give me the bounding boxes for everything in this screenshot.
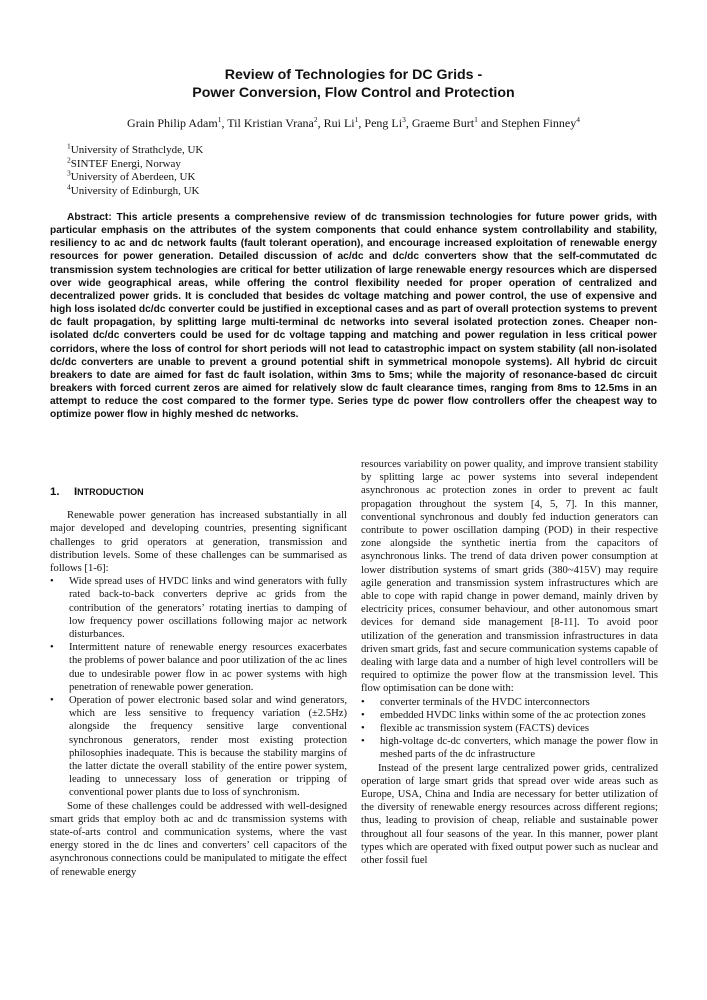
list-item: • Operation of power electronic based solar and wind generators, which are less sensitive to frequency variation (±2.5Hz) alongside the frequency sensitive large conventional synchronous generators, render most existing protection philosophies inadequate. This is because the stability margins of the latter dictate the overall stability of the entire power system, leading to unnecessary loss of generation or tripping of conventional power plants due to loss of synchronism. bbox=[50, 695, 347, 799]
affiliation: $^3$University of Aberdeen, UK bbox=[67, 168, 196, 183]
author: Rui Li$^1$, bbox=[323, 115, 365, 130]
author-list bbox=[40, 116, 667, 131]
title-line-2: Power Conversion, Flow Control and Protection bbox=[192, 85, 515, 101]
author: Grain Philip Adam$^1$, bbox=[127, 115, 228, 130]
paragraph: Some of these challenges could be addressed with well-designed smart grids that employ both ac and dc transmission systems with state-of-arts control and communication systems, where the vast energy stored in the dc lines and converters’ cell capacitors of the asynchronous connections could be manipulated to mitigate the effect of renewable energy bbox=[50, 800, 347, 878]
section-title-rest: NTRODUCTION bbox=[77, 487, 144, 497]
author: Graeme Burt$^1$ and bbox=[411, 115, 502, 130]
bullet-icon: • bbox=[361, 709, 365, 721]
author: Stephen Finney$^4$ bbox=[501, 115, 580, 130]
affiliation: $^4$University of Edinburgh, UK bbox=[67, 181, 200, 197]
bullet-icon: • bbox=[50, 576, 54, 588]
abstract-text: Abstract: This article presents a comprehensive review of dc transmission technologies for future power grids, with particular emphasis on the attributes of the system components that could enhance system controllability and stability, resiliency to ac and dc network faults (fault tolerant operation), and encourage increased exploitation of renewable energy resources for power generation. Detailed discussion of ac/dc and dc/dc converters show that the self-commutated dc transmission system technologies are critical for better utilization of large renewable energy resources which are dispersed over wide geographical areas, while offering the control flexibility needed for proper operation of centralized and decentralized power grids. It is concluded that besides dc voltage matching and power control, the use of expensive and high loss isolated dc/dc converter could be justified in exceptional cases and as part of overall protection systems to prevent dc fault propagation, by splitting large multi-terminal dc networks into several isolated protection zones. Cheaper non-isolated dc/dc converters could be used for dc voltage tapping and matching and power regulation in less critical power corridors, where the loss of control for short periods will not lead to catastrophic impact on system stability (all non-isolated dc/dc converters are unable to prevent a ground potential shift in symmetrical monopole systems). All hybrid dc circuit breakers to date are aimed for fast dc fault isolation, within 3ms to 5ms; while the majority of resonance-based dc circuit breakers with forced current zeros are aimed for relatively slow dc fault clearance times, ranging from 8ms to 12.5ms in an attempt to reduce the cost compared to the former type. Series type dc power flow controllers offer the cheapest way to optimize power flow in highly meshed dc networks. bbox=[50, 212, 657, 421]
bullet-list bbox=[50, 575, 347, 799]
bullet-icon: • bbox=[361, 696, 365, 708]
abstract bbox=[50, 211, 657, 422]
bullet-icon: • bbox=[50, 642, 54, 654]
bullet-icon: • bbox=[50, 695, 54, 707]
author: Peng Li$^3$, bbox=[364, 115, 412, 130]
affiliation-list bbox=[67, 141, 467, 198]
list-item: • high-voltage dc-dc converters, which manage the power flow in meshed parts of the dc infrastructure bbox=[361, 736, 658, 761]
paper-title bbox=[60, 66, 647, 102]
section-number: 1. bbox=[50, 486, 60, 498]
left-column bbox=[50, 486, 347, 879]
paragraph: resources variability on power quality, and improve transient stability by splitting large ac power systems into several independent asynchronous ac protection zones in order to prevent ac fault propagation throughout the system [4, 5, 7]. In this manner, conventional synchronous and doubly fed induction generators can contribute to power oscillation damping (POD) in their respective zone alongside the synthetic inertia from the capacitors of asynchronous links. The trend of data driven power consumption at lower distribution systems of smart grids (380~415V) may require agile generation and transmission system infrastructures which are able to cope with rapid change in power demand, mainly driven by electricity prices, consumer behaviour, and other autonomous smart devices for demand side management [8-11]. To avoid poor utilization of the generation and transmission infrastructures in data driven smart grids, fast and secure communication systems capable of dealing with large data and a number of high level controllers will be required to optimize the power flow at the transmission level. This flow optimisation can be done with: bbox=[361, 459, 658, 695]
title-line-1: Review of Technologies for DC Grids - bbox=[224, 67, 483, 83]
list-item: • converter terminals of the HVDC interconnectors bbox=[361, 696, 590, 708]
bullet-icon: • bbox=[361, 723, 365, 735]
right-column bbox=[361, 458, 658, 867]
section-title-initial: I bbox=[74, 486, 78, 498]
list-item: • embedded HVDC links within some of the ac protection zones bbox=[361, 709, 646, 721]
list-item: • Intermittent nature of renewable energy resources exacerbates the problems of power balance and poor utilization of the ac lines due to undesirable power flow in ac power systems with high penetration of renewable power generation. bbox=[50, 642, 347, 693]
bullet-icon: • bbox=[361, 736, 365, 748]
bullet-list bbox=[361, 696, 658, 762]
paragraph: Renewable power generation has increased substantially in all major developed and developing countries, presenting significant challenges to grid operators at generation, transmission and distribution levels. Some of these challenges can be summarised as follows [1-6]: bbox=[50, 510, 347, 575]
list-item: • Wide spread uses of HVDC links and wind generators with fully rated back-to-back converters deprive ac grids from the contribution of the generators’ rotating inertias to damping of low frequency power oscillations following major ac network disturbances. bbox=[50, 576, 347, 641]
affiliation: $^2$SINTEF Energi, Norway bbox=[67, 154, 181, 170]
section-heading bbox=[50, 486, 347, 499]
author: Til Kristian Vrana$^2$, bbox=[227, 115, 324, 130]
paragraph: Instead of the present large centralized power grids, centralized operation of large smart grids that spread over wide areas such as Europe, USA, China and India are necessary for better utilization of the diversity of renewable energy resources across different regions; thus, leading to provision of cheap, reliable and sustainable power throughout all four seasons of the year. In this manner, power plant types which are operated with fixed output power such as nuclear and other fossil fuel bbox=[361, 762, 658, 867]
list-item: • flexible ac transmission system (FACTS) devices bbox=[361, 723, 589, 735]
affiliation: $^1$University of Strathclyde, UK bbox=[67, 141, 204, 156]
